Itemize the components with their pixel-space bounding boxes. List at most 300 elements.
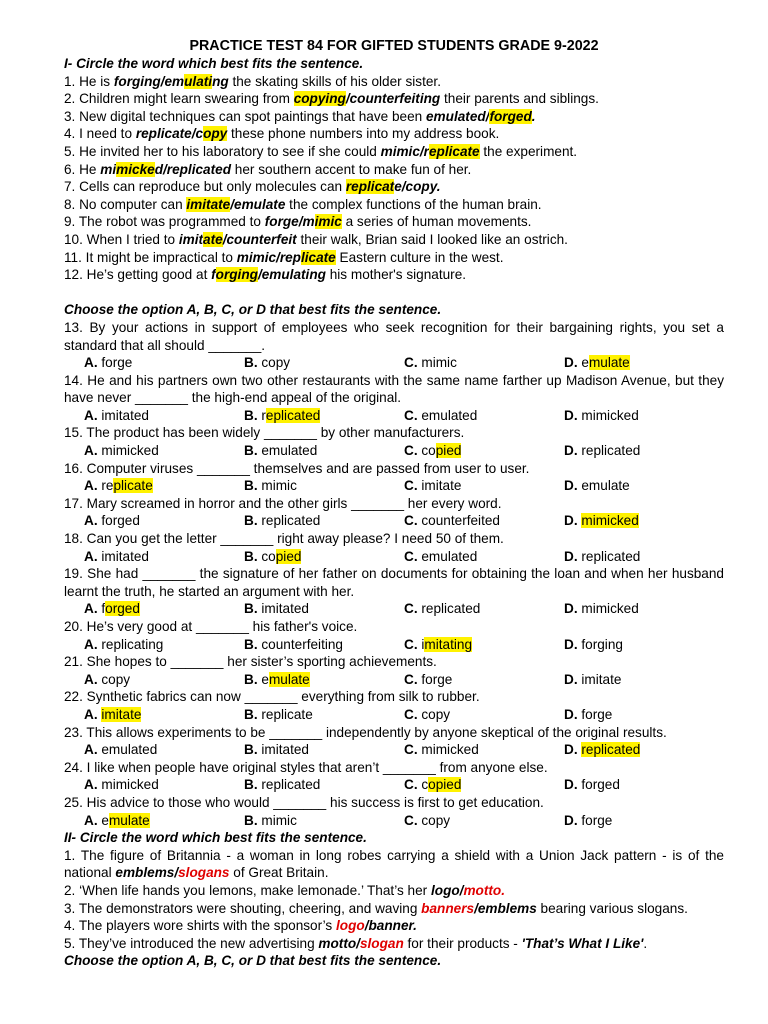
- highlighted-answer: opy: [203, 126, 228, 142]
- answer-options: [64, 636, 724, 654]
- sentence-item: [64, 73, 724, 91]
- text-run: 3. The demonstrators were shouting, cheering, and waving: [64, 900, 422, 916]
- highlighted-answer: ate: [203, 231, 223, 247]
- text-run: mimic/rep: [236, 249, 301, 265]
- text-run: forged: [581, 777, 620, 793]
- text-run: of Great Britain.: [229, 865, 329, 881]
- text-run: motto/: [318, 935, 360, 951]
- question-text: [64, 794, 724, 812]
- option-letter: A.: [84, 407, 98, 423]
- worksheet-page: [64, 37, 724, 970]
- answer-options: [64, 600, 724, 618]
- option-letter: A.: [84, 706, 98, 722]
- text-run: i: [421, 636, 425, 652]
- highlighted-answer: mulate: [268, 671, 310, 687]
- sentence-item: [64, 125, 724, 143]
- text-run: imitate: [421, 478, 462, 494]
- option-c[interactable]: [404, 671, 564, 689]
- highlighted-answer: pied: [435, 443, 462, 459]
- marked-answer: banners: [421, 900, 475, 916]
- text-run: f: [211, 267, 216, 283]
- option-d[interactable]: [564, 812, 724, 830]
- part2-list: [64, 847, 724, 953]
- option-a[interactable]: [84, 477, 244, 495]
- text-run: 4. The players wore shirts with the sponsor’s: [64, 918, 337, 934]
- option-d[interactable]: [564, 354, 724, 372]
- option-letter: A.: [84, 671, 98, 687]
- text-run: copy: [421, 706, 451, 722]
- sentence-item: [64, 249, 724, 267]
- option-letter: A.: [84, 548, 98, 564]
- text-run: e: [101, 812, 109, 828]
- text-run: c: [421, 777, 429, 793]
- option-b[interactable]: [244, 477, 404, 495]
- option-b[interactable]: [244, 442, 404, 460]
- option-d[interactable]: [564, 407, 724, 425]
- option-letter: A.: [84, 636, 98, 652]
- option-letter: B.: [244, 548, 258, 564]
- option-letter: A.: [84, 355, 98, 371]
- highlighted-answer: orged: [105, 601, 140, 617]
- option-letter: C.: [404, 513, 418, 529]
- question-text: [64, 460, 724, 478]
- question-text: [64, 530, 724, 548]
- text-run: the complex functions of the human brain.: [285, 196, 542, 212]
- question-text: [64, 495, 724, 513]
- option-b[interactable]: [244, 671, 404, 689]
- option-letter: B.: [244, 742, 258, 758]
- option-d[interactable]: [564, 512, 724, 530]
- text-run: re: [101, 478, 114, 494]
- option-d[interactable]: [564, 548, 724, 566]
- answer-options: [64, 354, 724, 372]
- option-d[interactable]: [564, 600, 724, 618]
- text-run: 19. She had _______ the signature of her father on documents for obtaining the loan and when her husband learnt the truth, he started an argument with her.: [64, 566, 724, 599]
- part2b-heading: Choose the option A, B, C, or D that best fits the sentence.: [64, 953, 442, 969]
- text-run: 10. When I tried to: [64, 231, 179, 247]
- text-run: 21. She hopes to _______ her sister’s sporting achievements.: [64, 654, 437, 670]
- option-c[interactable]: [404, 354, 564, 372]
- option-letter: B.: [244, 407, 258, 423]
- text-run: replicated: [421, 601, 481, 617]
- sentence-item: [64, 108, 724, 126]
- answer-options: [64, 812, 724, 830]
- option-letter: A.: [84, 812, 98, 828]
- text-run: co: [421, 443, 436, 459]
- option-letter: D.: [564, 742, 578, 758]
- text-run: replicate: [261, 706, 313, 722]
- text-run: the skating skills of his older sister.: [228, 73, 441, 89]
- text-run: imitated: [261, 601, 309, 617]
- highlighted-answer: mitating: [424, 636, 473, 652]
- sentence-item: [64, 900, 724, 918]
- text-run: copy: [421, 812, 451, 828]
- text-run: his mother's signature.: [325, 267, 467, 283]
- option-c[interactable]: [404, 706, 564, 724]
- answer-options: [64, 407, 724, 425]
- answer-options: [64, 741, 724, 759]
- option-b[interactable]: [244, 776, 404, 794]
- option-letter: A.: [84, 478, 98, 494]
- option-letter: A.: [84, 513, 98, 529]
- option-letter: D.: [564, 355, 578, 371]
- question-text: [64, 688, 724, 706]
- option-d[interactable]: [564, 741, 724, 759]
- option-c[interactable]: [404, 442, 564, 460]
- option-c[interactable]: [404, 812, 564, 830]
- part1b-heading: Choose the option A, B, C, or D that best fits the sentence.: [64, 302, 442, 318]
- option-letter: D.: [564, 548, 578, 564]
- highlighted-answer: mulate: [588, 355, 630, 371]
- text-run: /banner.: [364, 918, 417, 934]
- highlighted-answer: licate: [300, 249, 336, 265]
- sentence-item: [64, 143, 724, 161]
- option-letter: D.: [564, 601, 578, 617]
- option-letter: C.: [404, 478, 418, 494]
- text-run: their parents and siblings.: [440, 91, 599, 107]
- sentence-item: [64, 213, 724, 231]
- text-run: f: [101, 601, 106, 617]
- text-run: emulated: [261, 443, 318, 459]
- text-run: 9. The robot was programmed to: [64, 214, 265, 230]
- question-text: [64, 372, 724, 407]
- option-a[interactable]: [84, 671, 244, 689]
- text-run: /counterfeit: [222, 231, 297, 247]
- option-b[interactable]: [244, 600, 404, 618]
- answer-options: [64, 548, 724, 566]
- option-a[interactable]: [84, 706, 244, 724]
- text-run: e: [261, 671, 269, 687]
- text-run: imitated: [101, 407, 149, 423]
- highlighted-answer: imitate: [186, 196, 231, 212]
- highlighted-answer: mulate: [108, 812, 150, 828]
- text-run: d/replicated: [154, 161, 232, 177]
- option-letter: B.: [244, 513, 258, 529]
- text-run: forge: [101, 355, 133, 371]
- text-run: 16. Computer viruses _______ themselves and are passed from user to user.: [64, 460, 530, 476]
- option-letter: D.: [564, 812, 578, 828]
- option-letter: B.: [244, 671, 258, 687]
- text-run: replicate/c: [135, 126, 204, 142]
- marked-answer: motto.: [463, 882, 505, 898]
- text-run: the experiment.: [479, 143, 578, 159]
- option-letter: A.: [84, 777, 98, 793]
- question-text: [64, 618, 724, 636]
- highlighted-answer: replicated: [581, 742, 641, 758]
- highlighted-answer: opied: [428, 777, 462, 793]
- option-d[interactable]: [564, 706, 724, 724]
- text-run: imitated: [261, 742, 309, 758]
- option-b[interactable]: [244, 706, 404, 724]
- text-run: forging/em: [113, 73, 185, 89]
- option-letter: B.: [244, 777, 258, 793]
- text-run: counterfeiting: [261, 636, 343, 652]
- option-letter: C.: [404, 443, 418, 459]
- highlighted-answer: micke: [116, 161, 155, 177]
- text-run: forge: [581, 706, 613, 722]
- option-letter: D.: [564, 671, 578, 687]
- text-run: logo/: [430, 882, 464, 898]
- sentence-item: [64, 935, 724, 953]
- text-run: Eastern culture in the west.: [335, 249, 504, 265]
- sentence-item: [64, 196, 724, 214]
- text-run: 18. Can you get the letter _______ right away please? I need 50 of them.: [64, 531, 504, 547]
- option-c[interactable]: [404, 776, 564, 794]
- option-letter: C.: [404, 548, 418, 564]
- sentence-item: [64, 266, 724, 284]
- option-c[interactable]: [404, 512, 564, 530]
- option-letter: B.: [244, 636, 258, 652]
- text-run: emulated: [421, 548, 478, 564]
- option-d[interactable]: [564, 671, 724, 689]
- option-d[interactable]: [564, 776, 724, 794]
- option-letter: C.: [404, 407, 418, 423]
- option-a[interactable]: [84, 600, 244, 618]
- option-letter: D.: [564, 777, 578, 793]
- text-run: emulated: [421, 407, 478, 423]
- text-run: forging: [581, 636, 623, 652]
- text-run: mi: [100, 161, 117, 177]
- text-run: emulated: [101, 742, 158, 758]
- option-letter: B.: [244, 443, 258, 459]
- highlighted-answer: replicat: [345, 179, 395, 195]
- option-letter: A.: [84, 601, 98, 617]
- highlighted-answer: plicate: [113, 478, 153, 494]
- text-run: 1. The figure of Britannia - a woman in long robes carrying a shield with a Union Jack pattern - is of the national: [64, 847, 724, 881]
- text-run: .: [531, 108, 536, 124]
- sentence-item: [64, 917, 724, 935]
- highlighted-answer: ulati: [184, 73, 213, 89]
- option-b[interactable]: [244, 512, 404, 530]
- text-run: 22. Synthetic fabrics can now _______ everything from silk to rubber.: [64, 689, 480, 705]
- question-text: [64, 424, 724, 442]
- text-run: /emulating: [257, 267, 326, 283]
- text-run: their walk, Brian said I looked like an ostrich.: [296, 231, 568, 247]
- text-run: bearing various slogans.: [536, 900, 688, 916]
- text-run: copy: [261, 355, 291, 371]
- option-letter: A.: [84, 443, 98, 459]
- option-letter: B.: [244, 355, 258, 371]
- text-run: 5. They’ve introduced the new advertising: [64, 935, 319, 951]
- option-letter: D.: [564, 443, 578, 459]
- page-title: PRACTICE TEST 84 FOR GIFTED STUDENTS GRADE 9-2022: [189, 38, 599, 54]
- text-run: her southern accent to make fun of her.: [231, 161, 472, 177]
- text-run: forge: [581, 812, 613, 828]
- option-letter: D.: [564, 706, 578, 722]
- text-run: 2. Children might learn swearing from: [64, 91, 294, 107]
- option-letter: C.: [404, 812, 418, 828]
- option-b[interactable]: [244, 354, 404, 372]
- text-run: for their products -: [403, 935, 522, 951]
- text-run: 15. The product has been widely _______ by other manufacturers.: [64, 425, 465, 441]
- marked-answer: slogan: [359, 935, 404, 951]
- sentence-item: [64, 231, 724, 249]
- option-b[interactable]: [244, 741, 404, 759]
- option-letter: B.: [244, 706, 258, 722]
- text-run: 1. He is: [64, 73, 114, 89]
- option-letter: D.: [564, 407, 578, 423]
- text-run: forged: [101, 513, 140, 529]
- option-letter: B.: [244, 601, 258, 617]
- sentence-item: [64, 90, 724, 108]
- question-text: [64, 565, 724, 600]
- part1-heading: I- Circle the word which best fits the sentence.: [64, 56, 364, 71]
- highlighted-answer: imitate: [101, 706, 142, 722]
- text-run: /counterfeiting: [345, 91, 441, 107]
- text-run: /emulate: [230, 196, 286, 212]
- option-letter: C.: [404, 636, 418, 652]
- text-run: 7. Cells can reproduce but only molecules can: [64, 179, 346, 195]
- text-run: these phone numbers into my address book.: [227, 126, 500, 142]
- option-a[interactable]: [84, 741, 244, 759]
- text-run: replicating: [101, 636, 164, 652]
- text-run: 6. He: [64, 161, 101, 177]
- answer-options: [64, 671, 724, 689]
- option-d[interactable]: [564, 636, 724, 654]
- option-a[interactable]: [84, 548, 244, 566]
- option-letter: C.: [404, 601, 418, 617]
- text-run: 23. This allows experiments to be _______ independently by anyone skeptical of the original results.: [64, 724, 667, 740]
- answer-options: [64, 706, 724, 724]
- option-b[interactable]: [244, 636, 404, 654]
- text-run: 24. I like when people have original styles that aren’t _______ from anyone else.: [64, 759, 548, 775]
- text-run: replicated: [581, 443, 641, 459]
- option-a[interactable]: [84, 442, 244, 460]
- sentence-item: [64, 882, 724, 900]
- text-run: co: [261, 548, 276, 564]
- option-c[interactable]: [404, 477, 564, 495]
- question-text: [64, 724, 724, 742]
- marked-answer: logo: [336, 918, 365, 934]
- text-run: a series of human movements.: [341, 214, 532, 230]
- text-run: 2. ‘When life hands you lemons, make lemonade.’ That’s her: [64, 882, 431, 898]
- option-c[interactable]: [404, 548, 564, 566]
- option-a[interactable]: [84, 512, 244, 530]
- option-c[interactable]: [404, 407, 564, 425]
- option-letter: C.: [404, 777, 418, 793]
- option-letter: D.: [564, 513, 578, 529]
- text-run: ng: [212, 73, 229, 89]
- option-letter: C.: [404, 671, 418, 687]
- highlighted-answer: forged: [489, 108, 532, 124]
- sentence-item: [64, 847, 724, 882]
- question-text: [64, 759, 724, 777]
- option-a[interactable]: [84, 636, 244, 654]
- text-run: .: [643, 935, 648, 951]
- part2-heading: II- Circle the word which best fits the sentence.: [64, 830, 367, 846]
- spacer: [64, 284, 724, 302]
- highlighted-answer: pied: [275, 548, 302, 564]
- text-run: /emblems: [474, 900, 537, 916]
- sentence-item: [64, 178, 724, 196]
- highlighted-answer: mimicked: [581, 513, 639, 529]
- highlighted-answer: orging: [215, 267, 258, 283]
- answer-options: [64, 477, 724, 495]
- text-run: mimicked: [101, 443, 159, 459]
- text-run: 8. No computer can: [64, 196, 187, 212]
- text-run: mimic: [421, 355, 457, 371]
- answer-options: [64, 776, 724, 794]
- text-run: mimic: [261, 478, 297, 494]
- text-run: 17. Mary screamed in horror and the other girls _______ her every word.: [64, 495, 502, 511]
- option-d[interactable]: [564, 442, 724, 460]
- text-run: counterfeited: [421, 513, 500, 529]
- option-b[interactable]: [244, 407, 404, 425]
- text-run: forge/m: [264, 214, 315, 230]
- option-c[interactable]: [404, 741, 564, 759]
- option-letter: D.: [564, 636, 578, 652]
- text-run: 14. He and his partners own two other restaurants with the same name farther up Madison Avenue, but they have never _______ the high-end appeal of the original.: [64, 372, 724, 406]
- text-run: 'That’s What I Like': [521, 935, 644, 951]
- text-run: emulated/: [426, 108, 490, 124]
- option-b[interactable]: [244, 548, 404, 566]
- option-letter: B.: [244, 478, 258, 494]
- option-letter: C.: [404, 706, 418, 722]
- text-run: imitate: [581, 671, 622, 687]
- text-run: 3. New digital techniques can spot paintings that have been: [64, 108, 426, 124]
- text-run: forge: [421, 671, 453, 687]
- highlighted-answer: imic: [314, 214, 342, 230]
- highlighted-answer: copying: [293, 91, 346, 107]
- option-letter: B.: [244, 812, 258, 828]
- marked-answer: slogans: [178, 865, 230, 881]
- text-run: imitated: [101, 548, 149, 564]
- option-c[interactable]: [404, 636, 564, 654]
- text-run: e/copy.: [394, 179, 441, 195]
- text-run: replicated: [261, 777, 321, 793]
- answer-options: [64, 512, 724, 530]
- text-run: e: [581, 355, 589, 371]
- part1-list: [64, 73, 724, 284]
- option-a[interactable]: [84, 354, 244, 372]
- text-run: mimicked: [421, 742, 479, 758]
- text-run: imit: [178, 231, 204, 247]
- text-run: 11. It might be impractical to: [64, 249, 237, 265]
- option-c[interactable]: [404, 600, 564, 618]
- text-run: mimicked: [581, 601, 639, 617]
- option-a[interactable]: [84, 776, 244, 794]
- option-d[interactable]: [564, 477, 724, 495]
- text-run: mimic: [261, 812, 297, 828]
- text-run: 12. He’s getting good at: [64, 267, 212, 283]
- option-letter: D.: [564, 478, 578, 494]
- text-run: mimicked: [581, 407, 639, 423]
- mc-question-list: [64, 319, 724, 829]
- text-run: emblems/: [115, 865, 179, 881]
- text-run: r: [261, 407, 266, 423]
- highlighted-answer: eplicate: [428, 143, 480, 159]
- text-run: replicated: [261, 513, 321, 529]
- option-b[interactable]: [244, 812, 404, 830]
- option-a[interactable]: [84, 407, 244, 425]
- text-run: copy: [101, 671, 131, 687]
- option-letter: C.: [404, 742, 418, 758]
- highlighted-answer: eplicated: [265, 407, 321, 423]
- option-letter: A.: [84, 742, 98, 758]
- text-run: 25. His advice to those who would _______ his success is first to get education.: [64, 794, 544, 810]
- text-run: emulate: [581, 478, 630, 494]
- question-text: [64, 319, 724, 354]
- question-text: [64, 653, 724, 671]
- option-letter: C.: [404, 355, 418, 371]
- option-a[interactable]: [84, 812, 244, 830]
- answer-options: [64, 442, 724, 460]
- text-run: 5. He invited her to his laboratory to see if she could: [64, 143, 381, 159]
- text-run: mimic/r: [380, 143, 429, 159]
- text-run: 20. He’s very good at _______ his father's voice.: [64, 619, 358, 634]
- text-run: replicated: [581, 548, 641, 564]
- text-run: 13. By your actions in support of employees who seek recognition for their bargaining rights, you set a standard that all should _______.: [64, 319, 724, 353]
